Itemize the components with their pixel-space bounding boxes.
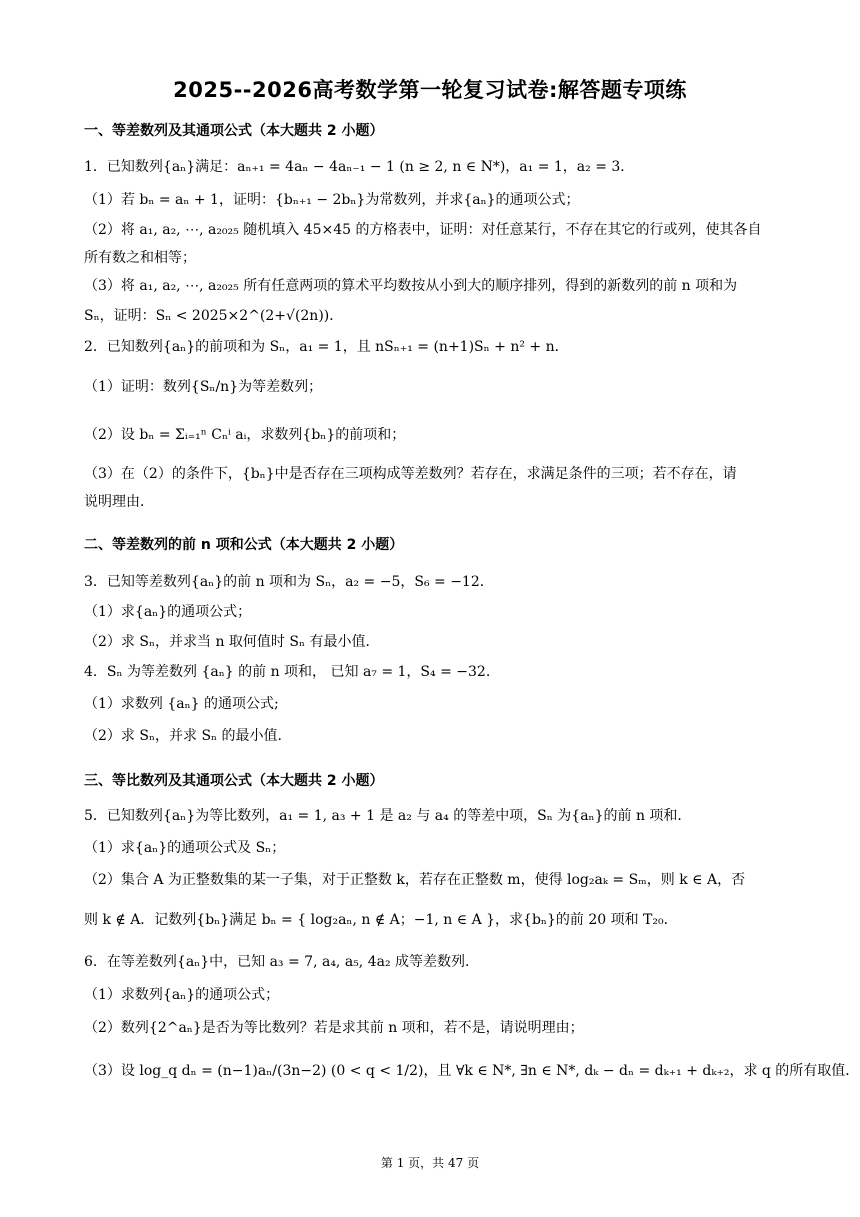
problem-5-part-2: （2）集合 A 为正整数集的某一子集，对于正整数 k，若存在正整数 m，使得 log₂aₖ = Sₘ，则 k ∈ A，否	[84, 872, 746, 888]
problem-1-part-3-cont: Sₙ，证明：Sₙ < 2025×2^(2+√(2n))．	[84, 308, 344, 324]
page-title: 2025--2026高考数学第一轮复习试卷:解答题专项练	[173, 78, 687, 102]
problem-2-stem: 2．已知数列{aₙ}的前项和为 Sₙ，a₁ = 1，且 nSₙ₊₁ = (n+1)Sₙ + n² + n．	[84, 339, 569, 355]
problem-1-part-1: （1）若 bₙ = aₙ + 1，证明：{bₙ₊₁ − 2bₙ}为常数列，并求{aₙ}的通项公式；	[84, 192, 580, 208]
problem-2-part-2: （2）设 bₙ = Σᵢ₌₁ⁿ Cₙⁱ aᵢ，求数列{bₙ}的前项和；	[84, 427, 406, 443]
problem-4-stem: 4．Sₙ 为等差数列 {aₙ} 的前 n 项和， 已知 a₇ = 1，S₄ = −32.	[84, 664, 491, 680]
problem-6-part-1: （1）求数列{aₙ}的通项公式；	[84, 987, 280, 1003]
section-heading-1: 一、等差数列及其通项公式（本大题共 2 小题）	[84, 123, 384, 139]
problem-5-part-1: （1）求{aₙ}的通项公式及 Sₙ；	[84, 840, 286, 856]
problem-1-stem: 1．已知数列{aₙ}满足：aₙ₊₁ = 4aₙ − 4aₙ₋₁ − 1 (n ≥ 2, n ∈ N*)，a₁ = 1，a₂ = 3．	[84, 159, 635, 175]
problem-1-part-2-cont: 所有数之和相等；	[84, 250, 196, 266]
problem-6-part-2: （2）数列{2^aₙ}是否为等比数列？若是求其前 n 项和，若不是，请说明理由；	[84, 1020, 584, 1036]
problem-1-part-2: （2）将 a₁, a₂, ⋯, a₂₀₂₅ 随机填入 45×45 的方格表中，证明：对任意某行，不存在其它的行或列，使其各自	[84, 222, 762, 238]
problem-3-part-2: （2）求 Sₙ，并求当 n 取何值时 Sₙ 有最小值．	[84, 634, 380, 650]
problem-4-part-2: （2）求 Sₙ，并求 Sₙ 的最小值.	[84, 728, 283, 744]
problem-4-part-1: （1）求数列 {aₙ} 的通项公式;	[84, 696, 279, 712]
problem-2-part-3: （3）在（2）的条件下，{bₙ}中是否存在三项构成等差数列？若存在，求满足条件的三项；若不存在，请	[84, 466, 737, 482]
section-heading-2: 二、等差数列的前 n 项和公式（本大题共 2 小题）	[84, 537, 404, 553]
problem-6-stem: 6．在等差数列{aₙ}中，已知 a₃ = 7, a₄, a₅, 4a₂ 成等差数列．	[84, 954, 480, 970]
problem-5-stem: 5．已知数列{aₙ}为等比数列，a₁ = 1, a₃ + 1 是 a₂ 与 a₄ 的等差中项，Sₙ 为{aₙ}的前 n 项和．	[84, 808, 692, 824]
problem-5-part-2-cont: 则 k ∉ A．记数列{bₙ}满足 bₙ = { log₂aₙ, n ∉ A；−1, n ∈ A }，求{bₙ}的前 20 项和 T₂₀．	[84, 912, 678, 928]
problem-3-stem: 3．已知等差数列{aₙ}的前 n 项和为 Sₙ，a₂ = −5，S₆ = −12．	[84, 574, 494, 590]
page-footer: 第 1 页，共 47 页	[380, 1156, 480, 1170]
section-heading-3: 三、等比数列及其通项公式（本大题共 2 小题）	[84, 773, 384, 789]
problem-6-part-3: （3）设 log_q dₙ = (n−1)aₙ/(3n−2) (0 < q < 1/2)，且 ∀k ∈ N*, ∃n ∈ N*, dₖ − dₙ = dₖ₊₁ + dₖ₊₂，求 q 的所有取值．	[84, 1063, 860, 1079]
problem-1-part-3: （3）将 a₁, a₂, ⋯, a₂₀₂₅ 所有任意两项的算术平均数按从小到大的顺序排列，得到的新数列的前 n 项和为	[84, 278, 738, 294]
problem-2-part-1: （1）证明：数列{Sₙ/n}为等差数列；	[84, 379, 323, 395]
problem-3-part-1: （1）求{aₙ}的通项公式；	[84, 604, 252, 620]
problem-2-part-3-cont: 说明理由．	[84, 494, 154, 510]
